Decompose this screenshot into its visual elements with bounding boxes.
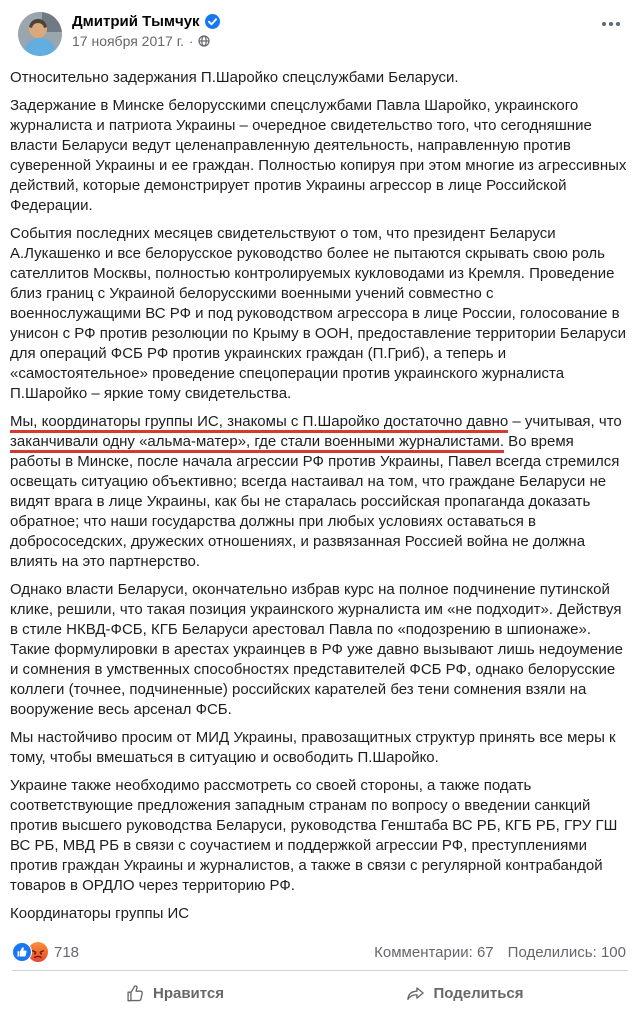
globe-icon — [198, 35, 210, 47]
post-text-segment: Однако власти Беларуси, окончательно избрав курс на полное подчинение путинской клике, решили, что такая позиция украинского журналиста им «не подходит». Действуя в стиле НКВД-ФСБ, КГБ Беларуси арестовал Павла по «подозрению в шпионаже». Такие формулировки в арестах украинцев в РФ уже давно вызывают лишь недоумение и сомнения в умственных способностях представителей ФСБ РФ, однако белорусские коллеги (точнее, подчиненные) российских карателей без тени сомнения взяли на вооружение весь арсенал ФСБ. — [10, 581, 624, 718]
red-underlined-text: заканчивали одну «альма-матер», где стали военными журналистами. — [10, 433, 504, 453]
avatar-photo — [18, 12, 62, 56]
reaction-icons — [12, 942, 48, 962]
header-info — [72, 12, 596, 49]
post-timestamp[interactable]: 17 ноября 2017 г. — [72, 33, 184, 49]
like-reaction-icon[interactable] — [12, 942, 32, 962]
post-paragraph — [10, 96, 628, 216]
post-text-segment: Во время работы в Минске, после начала агрессии РФ против Украины, Павел всегда стремился освещать ситуацию объективно; всегда настаивал на том, что граждане Беларуси не видят врага в лице Украины, как бы не старалась российская пропаганда доказать обратное; что наши государства должны при любых условиях оставаться в добрососедских, дружеских отношениях, и развязанная Россией война не должна влиять на это партнерство. — [10, 433, 620, 570]
comments-count[interactable]: Комментарии: 67 — [374, 943, 494, 961]
post-paragraph — [10, 68, 628, 88]
post-text-segment: Задержание в Минске белорусскими спецслужбами Павла Шаройко, украинского журналиста и патриота Украины – очередное свидетельство того, что сегодняшние власти Беларуси ведут целенаправленную деятельность, направленную против суверенной Украины и ее граждан. Полностью копируя при этом многие из агрессивных действий, которые демонстрирует против Украины агрессор в лице Российской Федерации. — [10, 97, 627, 214]
ellipsis-icon — [602, 22, 606, 26]
post-paragraph — [10, 580, 628, 720]
post-paragraph — [10, 728, 628, 768]
share-arrow-icon — [406, 984, 425, 1003]
verified-badge-icon — [205, 14, 220, 29]
dot-separator: · — [189, 33, 194, 49]
post-menu-button[interactable] — [596, 12, 626, 36]
post-text-segment: Украине также необходимо рассмотреть со своей стороны, а также подать соответствующие предложения западным странам по вопросу о введении санкций против высшего руководства Беларуси, руководства Генштаба ВС РБ, КГБ РБ, ГРУ ГШ ВС РБ, МВД РБ в связи с соучастием и поддержкой агрессии РФ, преступлениями против граждан Украины и журналистов, а также в связи с регулярной контрабандой товаров в ОРДЛО через территорию РФ. — [10, 777, 618, 894]
post-paragraph — [10, 904, 628, 924]
post-text-segment: Мы настойчиво просим от МИД Украины, правозащитных структур принять все меры к тому, чтобы вмешаться в ситуацию и освободить П.Шаройко. — [10, 729, 616, 766]
reactions-summary[interactable] — [12, 942, 79, 962]
post-paragraph — [10, 412, 628, 572]
avatar[interactable] — [18, 12, 62, 56]
post-text-segment: – учитывая, что — [508, 413, 622, 430]
post-text-segment: Координаторы группы ИС — [10, 905, 190, 922]
share-button[interactable] — [320, 973, 610, 1013]
share-button-label: Поделиться — [433, 984, 524, 1002]
action-bar — [0, 971, 640, 1015]
post-header — [0, 0, 640, 60]
like-button[interactable] — [30, 973, 320, 1013]
post-text — [0, 60, 640, 924]
shares-count[interactable]: Поделились: 100 — [507, 943, 626, 961]
red-underlined-text: Мы, координаторы группы ИС, знакомы с П.Шаройко достаточно давно — [10, 413, 508, 433]
post-paragraph — [10, 224, 628, 404]
author-name[interactable]: Дмитрий Тымчук — [72, 13, 200, 30]
post-paragraph — [10, 776, 628, 896]
engagement-stats — [0, 932, 640, 970]
post-text-segment: События последних месяцев свидетельствуют о том, что президент Беларуси А.Лукашенко и все белорусское руководство более не пытаются скрывать свою роль сателлитов Москвы, полностью контролируемых кукловодами из Кремля. Проведение близ границ с Украиной белорусскими военными учений совместно с военнослужащими ВС РФ и под руководством агрессора в лице России, голосование в унисон с РФ против резолюции по Крыму в ООН, предоставление территории Беларуси для операций ФСБ РФ против украинских граждан (П.Гриб), а теперь и «самостоятельное» проведение спецоперации против украинского журналиста П.Шаройко – яркие тому свидетельства. — [10, 225, 627, 402]
thumb-outline-icon — [126, 984, 145, 1003]
post-text-segment: Относительно задержания П.Шаройко спецслужбами Беларуси. — [10, 69, 459, 86]
reaction-count[interactable]: 718 — [54, 943, 80, 961]
like-button-label: Нравится — [152, 984, 225, 1002]
